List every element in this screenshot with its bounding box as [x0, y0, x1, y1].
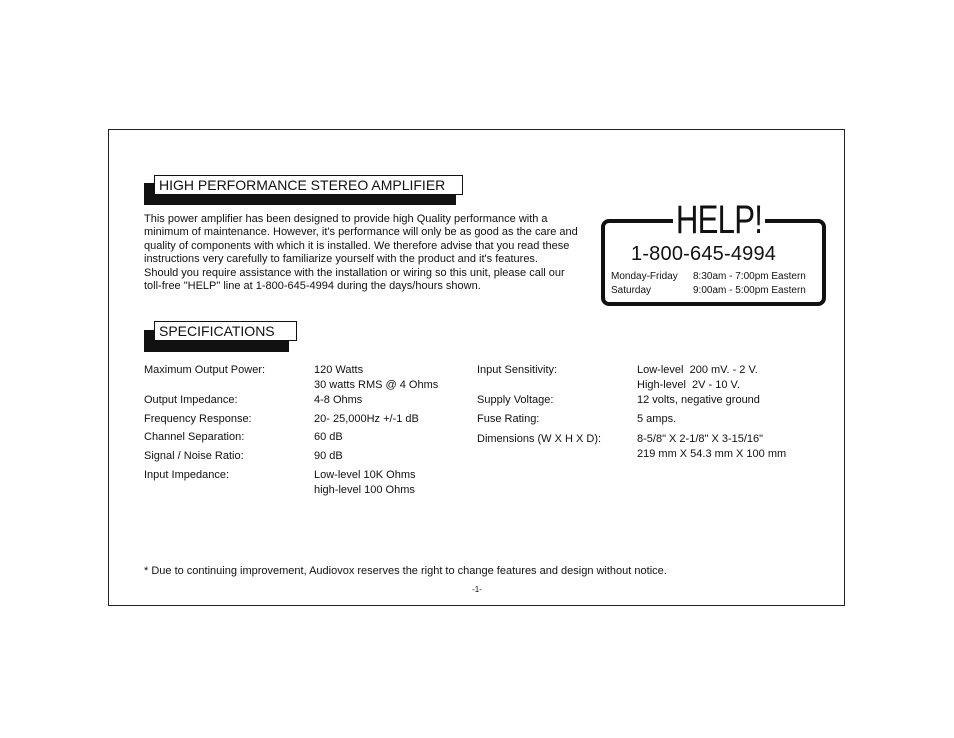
help-hours-days-2: Saturday: [611, 285, 652, 296]
help-hours-time-2: 9:00am - 5:00pm Eastern: [693, 285, 806, 296]
spec-value-max-power-2: 30 watts RMS @ 4 Ohms: [314, 379, 439, 391]
spec-label-frequency-response: Frequency Response:: [144, 413, 252, 425]
spec-value-dimensions-2: 219 mm X 54.3 mm X 100 mm: [637, 448, 787, 460]
spec-value-frequency-response: 20- 25,000Hz +/-1 dB: [314, 413, 419, 425]
help-hours-time-1: 8:30am - 7:00pm Eastern: [693, 271, 806, 282]
intro-text: [144, 213, 584, 293]
spec-value-signal-noise: 90 dB: [314, 450, 343, 462]
spec-value-input-impedance-2: high-level 100 Ohms: [314, 484, 415, 496]
spec-label-signal-noise: Signal / Noise Ratio:: [144, 450, 244, 462]
spec-label-fuse-rating: Fuse Rating:: [477, 413, 540, 425]
spec-value-dimensions-1: 8-5/8" X 2-1/8" X 3-15/16": [637, 433, 764, 445]
spec-value-input-sensitivity-1: Low-level 200 mV. - 2 V.: [637, 364, 758, 376]
spec-label-max-power: Maximum Output Power:: [144, 364, 266, 376]
spec-label-channel-separation: Channel Separation:: [144, 431, 245, 443]
spec-value-channel-separation: 60 dB: [314, 431, 343, 443]
spec-value-max-power-1: 120 Watts: [314, 364, 364, 376]
page-number: -1-: [472, 585, 482, 594]
heading-specs: SPECIFICATIONS: [154, 321, 297, 341]
footnote: * Due to continuing improvement, Audiovox reserves the right to change features and design without notice.: [144, 565, 667, 577]
spec-label-supply-voltage: Supply Voltage:: [477, 394, 554, 406]
spec-value-input-impedance-1: Low-level 10K Ohms: [314, 469, 416, 481]
spec-value-input-sensitivity-2: High-level 2V - 10 V.: [637, 379, 740, 391]
spec-label-input-impedance: Input Impedance:: [144, 469, 230, 481]
spec-value-fuse-rating: 5 amps.: [637, 413, 677, 425]
intro-paragraph-2: Should you require assistance with the installation or wiring so this unit, please call our toll-free "HELP" line at 1-800-645-4994 during the days/hours shown.: [144, 266, 565, 293]
spec-label-input-sensitivity: Input Sensitivity:: [477, 364, 558, 376]
help-title: HELP!: [673, 196, 765, 244]
spec-label-dimensions: Dimensions (W X H X D):: [477, 433, 602, 445]
help-hours-days-1: Monday-Friday: [611, 271, 678, 282]
spec-value-output-impedance: 4-8 Ohms: [314, 394, 363, 406]
spec-label-output-impedance: Output Impedance:: [144, 394, 238, 406]
heading-amplifier: HIGH PERFORMANCE STEREO AMPLIFIER: [154, 175, 463, 195]
intro-paragraph-1: This power amplifier has been designed to provide high Quality performance with a minimum of maintenance. However, it's performance will only be as good as the care and quality of components with which it is installed. We therefore advise that you read these instructions very carefully to familiarize yourself with the product and it's features.: [144, 213, 578, 266]
spec-value-supply-voltage: 12 volts, negative ground: [637, 394, 760, 406]
help-phone-number: 1-800-645-4994: [631, 243, 777, 265]
